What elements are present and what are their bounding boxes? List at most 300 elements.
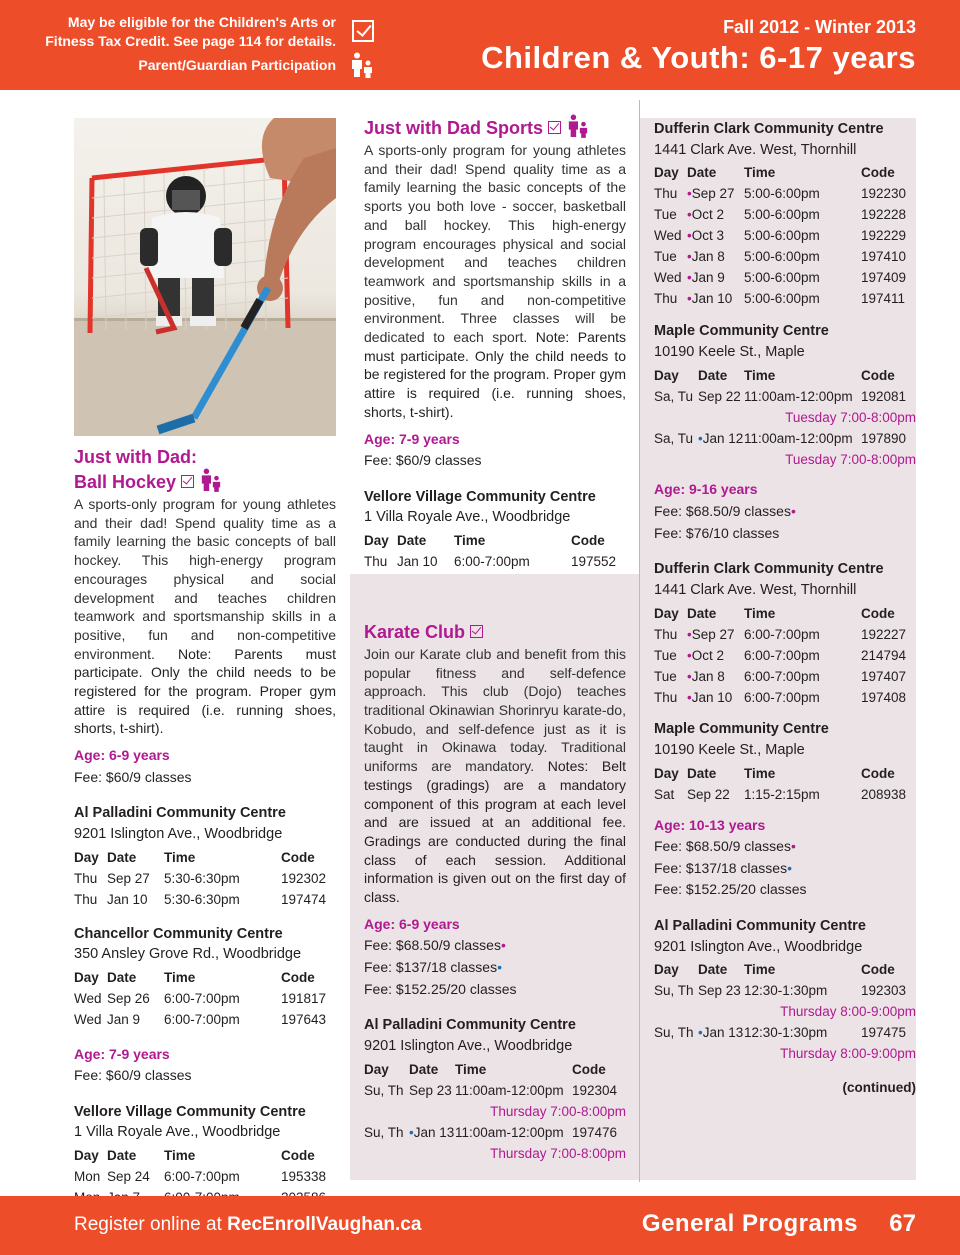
col-header-code: Code [861,165,895,181]
fee-label [364,958,626,977]
centre-name: Chancellor Community Centre [74,925,283,942]
col-header-day: Day [74,1148,99,1164]
cell-date: Sep 22 [698,388,741,404]
cell-date-text: Jan 9 [691,270,725,286]
cell-date: Sep 23 [409,1082,452,1098]
cell-date: Jan 10 [397,554,438,570]
table-note-row [654,449,916,470]
col-header-date: Date [698,367,728,383]
table-row [654,981,916,1002]
cell-time: 6:00-7:00pm [744,668,820,684]
table-row [654,184,916,205]
col-header-code: Code [571,533,605,549]
pink-bullet-icon: • [687,270,692,286]
cell-date-text: Jan 12 [702,430,744,446]
col-header-date: Date [698,962,728,978]
cell-day: Su, Th [654,1025,694,1041]
cell-time: 6:00-7:00pm [744,689,820,705]
centre-name: Vellore Village Community Centre [364,488,596,505]
blue-bullet-icon: • [698,430,703,446]
cell-day: Wed [654,270,682,286]
column-left [74,118,336,1209]
cell-date [687,247,744,268]
register-link[interactable]: RecEnrollVaughan.ca [227,1214,422,1235]
col-header-time: Time [455,1061,487,1077]
cell-date: Sep 23 [698,983,741,999]
fee-label [654,859,916,878]
centre-block [654,322,916,470]
col-header-code: Code [572,1061,606,1077]
cell-day: Sa, Tu [654,388,694,404]
col-header-code: Code [861,605,895,621]
cell-day: Sa, Tu [654,430,694,446]
cell-date [687,226,744,247]
fee-label: Fee: $60/9 classes [364,452,482,469]
cell-day: Su, Th [364,1124,404,1140]
cell-day: Tue [654,249,677,265]
cell-time: 12:30-1:30pm [744,1025,828,1041]
table-row [654,428,916,449]
col-header-date: Date [397,533,427,549]
col-header-time: Time [454,533,486,549]
pink-bullet-icon: • [687,689,692,705]
centre-block [74,804,336,910]
schedule-table [364,1059,626,1164]
pink-bullet-icon: • [687,668,692,684]
centre-address: 10190 Keele St., Maple [654,741,805,758]
pink-bullet-icon: • [687,186,692,202]
pink-bullet-icon: • [687,647,692,663]
centre-address: 1 Villa Royale Ave., Woodbridge [74,1124,281,1141]
age-label: Age: 9-16 years [654,481,758,498]
centre-name: Dufferin Clark Community Centre [654,561,884,578]
table-header-row [74,848,336,869]
continued-label: (continued) [842,1080,916,1096]
cell-date [687,666,744,687]
fee-label [654,502,916,521]
col-header-date: Date [107,969,137,985]
centre-block [364,1016,626,1164]
table-note-row [364,1143,626,1164]
cell-code: 197407 [861,668,907,684]
age-label: Age: 7-9 years [74,1045,170,1062]
cell-code: 197643 [281,1011,327,1027]
schedule-table [654,960,916,1065]
cell-time: 6:00-7:00pm [164,1169,240,1185]
centre-address: 1441 Clark Ave. West, Thornhill [654,141,857,158]
age-label: Age: 7-9 years [364,430,460,447]
col-header-date: Date [107,1148,137,1164]
centre-name: Al Palladini Community Centre [364,1017,576,1034]
centre-name: Maple Community Centre [654,323,829,340]
cell-date: Sep 27 [107,870,150,886]
dad-sports-note: Note: Parents must participate. Only the child needs to be registered for the program. Proper gym attire is required (i.e. running shoes, shorts, t-shirt). [364,329,627,420]
dad-sports-description-text: A sports-only program for young athletes and their dad! Spend quality time as a family learning the basic concepts of the sports you both love - soccer, basketball and ball hockey. This high-energy program encourages physical and social development and teaches children teamwork and sportsmanship skills in a positive, fun and non-competitive environment. Three classes will be dedicated to each sport. [364,142,626,346]
table-row [74,1010,336,1031]
schedule-table [74,848,336,911]
schedule-table [654,163,916,310]
ball-hockey-description [74,495,336,738]
pink-bullet-icon: • [790,838,796,855]
cell-date-text: Jan 10 [691,689,733,705]
cell-day: Tue [654,668,677,684]
cell-code: 197476 [572,1124,618,1140]
col-header-code: Code [281,1148,315,1164]
centre-name: Dufferin Clark Community Centre [654,121,884,137]
cell-code: 197409 [861,270,907,286]
cell-day: Tue [654,647,677,663]
cell-day: Su, Th [364,1082,404,1098]
cell-code: 197474 [281,891,327,907]
blue-bullet-icon: • [497,958,502,975]
fee-text: Fee: $68.50/9 classes [654,502,791,519]
pink-bullet-icon: • [790,502,796,519]
cell-date [687,645,744,666]
karate-description-text: Join our Karate club and benefit from this popular fitness and self-defence approach. This club (Dojo) teaches traditional Okinawian Shorinryu karate-do, Kobudo, and self-defence just as it is taught in Okinawa today. Traditional uniforms are mandatory. [364,645,626,775]
cell-date [698,1023,744,1044]
col-header-time: Time [744,962,776,978]
cell-time: 5:00-6:00pm [744,186,820,202]
cell-date-text: Jan 8 [691,249,725,265]
cell-day: Thu [654,689,678,705]
col-header-code: Code [861,765,895,781]
karate-description [364,645,626,907]
fee-text: Fee: $68.50/9 classes [364,937,501,954]
cell-date: Jan 9 [107,1011,141,1027]
table-header-row [654,764,916,785]
centre-address: 10190 Keele St., Maple [654,343,805,360]
cell-day: Mon [74,1169,101,1185]
centre-address: 9201 Islington Ave., Woodbridge [364,1037,573,1054]
checkbox-icon [181,475,194,488]
checkbox-icon [548,121,561,134]
centre-block [364,488,626,573]
col-header-day: Day [364,1061,389,1077]
cell-day: Wed [74,990,102,1006]
cell-day: Tue [654,207,677,223]
table-header-row [654,960,916,981]
cell-time: 11:00am-12:00pm [744,388,853,404]
table-row [654,624,916,645]
col-header-day: Day [654,165,679,181]
family-icon [350,52,374,78]
centre-address: 1 Villa Royale Ave., Woodbridge [364,509,571,526]
schedule-table [654,365,916,470]
section-name: General Programs [641,1210,858,1237]
centre-address: 350 Ansley Grove Rd., Woodbridge [74,946,302,963]
pink-bullet-icon: • [687,626,692,642]
cell-day: Wed [654,228,682,244]
pink-bullet-icon: • [687,228,692,244]
cell-extra-session: Thursday 7:00-8:00pm [490,1103,626,1119]
col-header-time: Time [744,165,776,181]
cell-code: 192229 [861,228,907,244]
cell-extra-session: Tuesday 7:00-8:00pm [785,451,916,467]
cell-time: 6:00-7:00pm [164,1011,240,1027]
cell-day: Wed [74,1011,102,1027]
karate-note: Notes: Belt testings (gradings) are a mandatory component of this program at each level and are issued at an additional fee. Gradings are conducted during the final class of each session. Additional information is given out on the first day of class. [364,758,626,906]
table-row [654,205,916,226]
age-label: Age: 6-9 years [364,915,460,932]
col-header-date: Date [107,849,137,865]
cell-date: Sep 22 [687,786,730,802]
cell-date [687,687,744,708]
table-row [654,645,916,666]
cell-code: 192303 [861,983,907,999]
age-label: Age: 10-13 years [654,816,766,833]
cell-extra-session: Thursday 7:00-8:00pm [490,1145,626,1161]
cell-date [687,268,744,289]
dad-sports-title-text: Just with Dad Sports [364,118,544,138]
col-header-time: Time [164,1148,196,1164]
col-header-day: Day [654,367,679,383]
schedule-table [364,531,626,573]
cell-time: 5:00-6:00pm [744,249,820,265]
cell-code: 197410 [861,249,907,265]
table-row [654,666,916,687]
col-header-day: Day [364,533,389,549]
cell-time: 5:00-6:00pm [744,270,820,286]
cell-date-text: Oct 3 [691,228,724,244]
cell-code: 208938 [861,786,907,802]
table-header-row [654,603,916,624]
cell-extra-session: Tuesday 7:00-8:00pm [785,409,916,425]
cell-date: Jan 10 [107,891,148,907]
cell-code: 197552 [571,554,617,570]
cell-time: 11:00am-12:00pm [744,430,853,446]
checkbox-icon [470,625,483,638]
cell-date [687,184,744,205]
column-middle [364,114,626,1164]
centre-block [74,925,336,1031]
ball-hockey-title [74,446,336,493]
cell-date [687,624,744,645]
table-header-row [364,531,626,552]
cell-day: Thu [364,554,388,570]
cell-time: 11:00am-12:00pm [455,1082,564,1098]
pink-bullet-icon: • [687,207,692,223]
checkbox-icon [352,20,374,42]
cell-day: Thu [654,626,678,642]
tax-credit-note: May be eligible for the Children's Arts or Fitness Tax Credit. See page 114 for details. [45,14,336,49]
pink-bullet-icon: • [500,937,506,954]
schedule-table [654,764,916,806]
blue-bullet-icon: • [409,1124,414,1140]
col-header-day: Day [74,969,99,985]
centre-name: Maple Community Centre [654,721,829,738]
cell-time: 6:00-7:00pm [164,990,240,1006]
centre-name: Vellore Village Community Centre [74,1103,306,1120]
cell-code: 197411 [861,291,906,307]
fee-label: Fee: $60/9 classes [74,768,192,785]
col-header-day: Day [654,765,679,781]
cell-code: 214794 [861,647,907,663]
table-row [364,552,626,573]
cell-date: Sep 26 [107,990,150,1006]
centre-name: Al Palladini Community Centre [74,805,286,822]
register-line [74,1214,421,1236]
cell-code: 191817 [281,990,327,1006]
cell-time: 11:00am-12:00pm [455,1124,564,1140]
cell-date-text: Oct 2 [691,207,724,223]
pink-bullet-icon: • [687,249,692,265]
table-row [364,1080,626,1101]
table-row [74,1167,336,1188]
cell-code: 192228 [861,207,907,223]
table-row [654,247,916,268]
cell-time: 5:30-6:30pm [164,870,240,886]
register-text: Register online at [74,1214,222,1235]
table-row [654,268,916,289]
centre-block [654,917,916,1065]
cell-code: 197890 [861,430,907,446]
cell-time: 6:00-7:00pm [744,647,820,663]
table-header-row [654,365,916,386]
cell-date-text: Jan 8 [691,668,725,684]
table-header-row [654,163,916,184]
cell-time: 5:00-6:00pm [744,291,820,307]
cell-day: Thu [74,891,98,907]
centre-block [654,720,916,805]
col-header-time: Time [164,969,196,985]
col-header-code: Code [281,969,315,985]
table-row [74,869,336,890]
karate-title [364,621,626,643]
age-label: Age: 6-9 years [74,747,170,764]
schedule-table [654,603,916,708]
table-note-row [654,407,916,428]
cell-code: 192081 [861,388,907,404]
col-header-time: Time [744,605,776,621]
col-header-date: Date [687,165,717,181]
fee-text: Fee: $68.50/9 classes [654,838,791,855]
cell-time: 5:00-6:00pm [744,207,820,223]
table-row [654,226,916,247]
col-header-time: Time [744,367,776,383]
col-header-day: Day [74,849,99,865]
ball-hockey-description-text: A sports-only program for young athletes and their dad! Spend quality time as a family learning the basic concepts of ball hockey. This high-energy program encourages physical and social development and teaches children teamwork and sportsmanship skills in a positive, fun and non-competitive environment. [74,496,336,662]
table-header-row [364,1059,626,1080]
cell-code: 192230 [861,186,907,202]
table-row [654,687,916,708]
cell-day: Thu [654,291,678,307]
table-row [364,1122,626,1143]
cell-code: 197475 [861,1025,907,1041]
column-right [654,120,916,1098]
cell-date [687,205,744,226]
schedule-table [74,968,336,1031]
fee-label [654,837,916,856]
cell-date-text: Sep 27 [691,626,735,642]
col-header-time: Time [164,849,196,865]
cell-date-text: Jan 13 [702,1025,744,1041]
fee-text: Fee: $137/18 classes [654,859,788,876]
fee-label: Fee: $152.25/20 classes [654,881,807,898]
centre-block [654,120,916,310]
page-footer [0,1196,960,1255]
column-divider [639,100,640,1182]
cell-date-text: Jan 13 [413,1124,455,1140]
table-note-row [654,1002,916,1023]
season-label: Fall 2012 - Winter 2013 [723,17,916,37]
page-title: Children & Youth: 6-17 years [481,40,916,75]
fee-label: Fee: $152.25/20 classes [364,980,517,997]
cell-code: 192227 [861,626,907,642]
cell-date: Sep 24 [107,1169,150,1185]
blue-bullet-icon: • [787,859,792,876]
col-header-date: Date [409,1061,439,1077]
fee-label: Fee: $76/10 classes [654,524,780,541]
cell-day: Su, Th [654,983,694,999]
cell-time: 5:30-6:30pm [164,891,240,907]
fee-label: Fee: $60/9 classes [74,1067,192,1084]
centre-address: 9201 Islington Ave., Woodbridge [74,825,283,842]
table-header-row [74,1146,336,1167]
family-icon [567,114,589,138]
table-row [74,989,336,1010]
centre-block [654,560,916,708]
karate-title-text: Karate Club [364,621,466,642]
col-header-time: Time [744,765,776,781]
cell-time: 6:00-7:00pm [454,554,530,570]
cell-day: Thu [74,870,98,886]
table-note-row [654,1044,916,1065]
cell-code: 192304 [572,1082,618,1098]
col-header-code: Code [281,849,315,865]
cell-date [409,1122,455,1143]
dad-sports-description [364,141,626,422]
family-icon [200,468,222,492]
table-row [74,890,336,911]
blue-bullet-icon: • [698,1025,703,1041]
cell-date [687,289,744,310]
cell-extra-session: Thursday 8:00-9:00pm [780,1004,916,1020]
table-row [654,1023,916,1044]
centre-address: 9201 Islington Ave., Woodbridge [654,938,863,955]
fee-label [364,936,626,955]
table-note-row [364,1101,626,1122]
cell-time: 6:00-7:00pm [744,626,820,642]
cell-time: 1:15-2:15pm [744,786,820,802]
col-header-date: Date [687,765,717,781]
cell-code: 197408 [861,689,907,705]
table-row [654,386,916,407]
table-row [654,289,916,310]
table-header-row [74,968,336,989]
dad-sports-title [364,114,626,139]
centre-block [74,1103,336,1209]
ball-hockey-note: Note: Parents must participate. Only the child needs to be registered for the program. Proper gym attire is required (i.e. running shoes, shorts, t-shirt). [74,645,337,737]
cell-day: Thu [654,186,678,202]
cell-date-text: Sep 27 [691,186,735,202]
ball-hockey-photo [74,118,336,436]
col-header-code: Code [861,962,895,978]
ball-hockey-title-line1: Just with Dad: [74,447,198,467]
cell-time: 12:30-1:30pm [744,983,828,999]
centre-address: 1441 Clark Ave. West, Thornhill [654,581,857,598]
table-row [654,785,916,806]
page-header [0,0,960,90]
pink-bullet-icon: • [687,291,692,307]
cell-time: 5:00-6:00pm [744,228,820,244]
cell-code: 195338 [281,1169,327,1185]
cell-day: Sat [654,786,675,802]
centre-name: Al Palladini Community Centre [654,917,866,934]
cell-date-text: Oct 2 [691,647,724,663]
cell-date-text: Jan 10 [691,291,733,307]
cell-code: 192302 [281,870,327,886]
col-header-day: Day [654,605,679,621]
